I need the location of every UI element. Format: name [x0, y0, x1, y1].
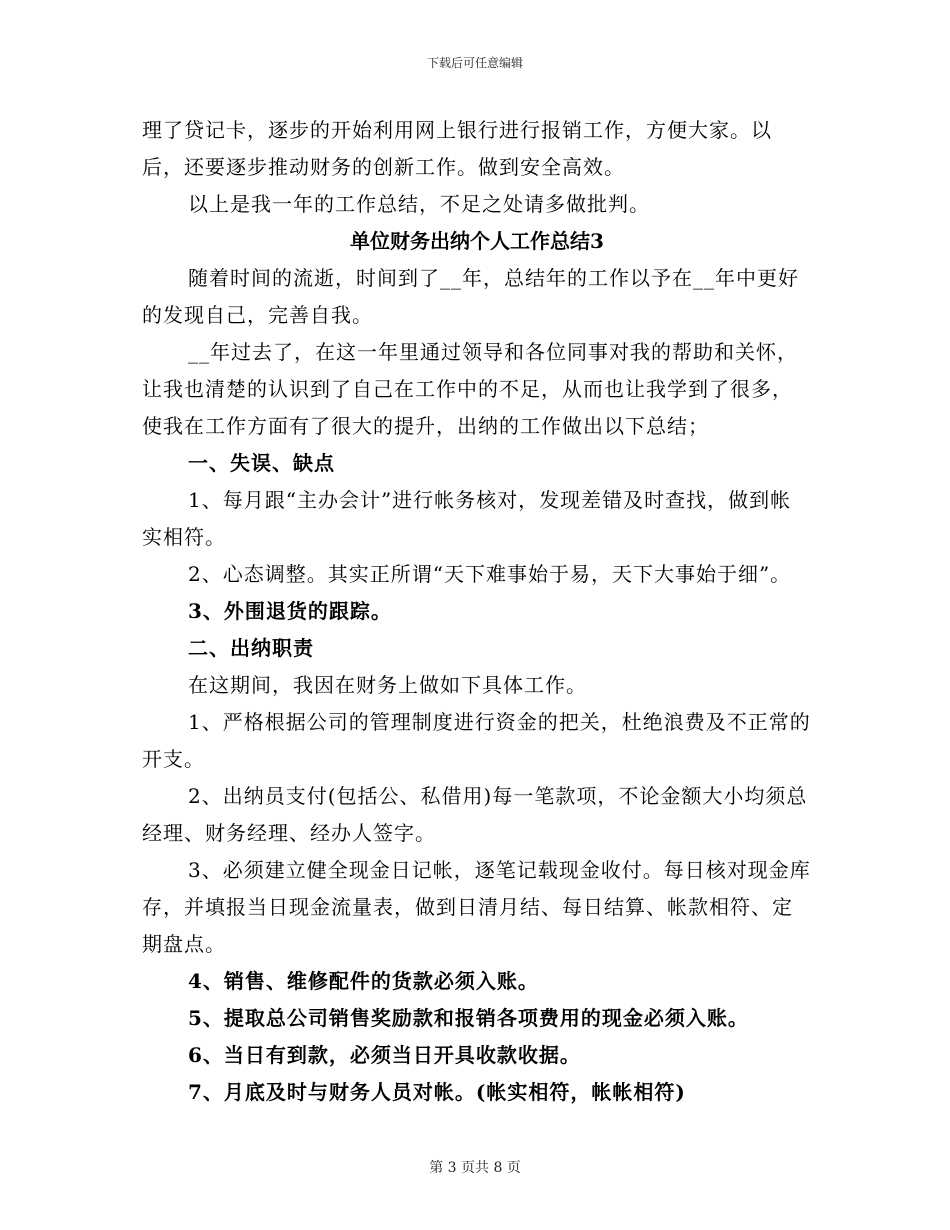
list-item: 2、出纳员支付(包括公、私借用)每一笔款项，不论金额大小均须总经理、财务经理、经办人签字。 — [142, 784, 808, 845]
paragraph: 随着时间的流逝，时间到了__年，总结年的工作以予在__年中更好的发现自己，完善自我。 — [142, 266, 799, 327]
heading: 一、失误、缺点 — [188, 451, 335, 475]
paragraph: 以上是我一年的工作总结，不足之处请多做批判。 — [188, 192, 650, 216]
list-item: 3、外围退货的跟踪。 — [188, 599, 392, 623]
list-item: 2、心态调整。其实正所谓“天下难事始于易，天下大事始于细”。 — [188, 562, 792, 586]
list-item: 1、严格根据公司的管理制度进行资金的把关，杜绝浪费及不正常的开支。 — [142, 710, 811, 771]
page-footer: 第 3 页共 8 页 — [429, 1160, 521, 1176]
list-item: 5、提取总公司销售奖励款和报销各项费用的现金必须入账。 — [188, 1006, 749, 1030]
list-item: 6、当日有到款，必须当日开具收款收据。 — [188, 1043, 581, 1067]
page-header: 下载后可任意编辑 — [426, 56, 523, 70]
section-title: 单位财务出纳个人工作总结3 — [350, 229, 604, 253]
paragraph: 理了贷记卡，逐步的开始利用网上银行进行报销工作，方便大家。以后，还要逐步推动财务的创新工作。做到安全高效。 — [142, 118, 772, 179]
paragraph: 在这期间，我因在财务上做如下具体工作。 — [188, 673, 587, 697]
list-item: 4、销售、维修配件的货款必须入账。 — [188, 969, 539, 993]
list-item: 1、每月跟“主办会计”进行帐务核对，发现差错及时查找，做到帐实相符。 — [142, 488, 792, 549]
document-body — [142, 112, 812, 1111]
list-item: 7、月底及时与财务人员对帐。(帐实相符，帐帐相符) — [188, 1080, 686, 1104]
list-item: 3、必须建立健全现金日记帐，逐笔记载现金收付。每日核对现金库存，并填报当日现金流量表，做到日清月结、每日结算、帐款相符、定期盘点。 — [142, 858, 811, 956]
heading: 二、出纳职责 — [188, 636, 314, 660]
paragraph: __年过去了，在这一年里通过领导和各位同事对我的帮助和关怀，让我也清楚的认识到了自己在工作中的不足，从而也让我学到了很多，使我在工作方面有了很大的提升，出纳的工作做出以下总结； — [142, 340, 798, 438]
